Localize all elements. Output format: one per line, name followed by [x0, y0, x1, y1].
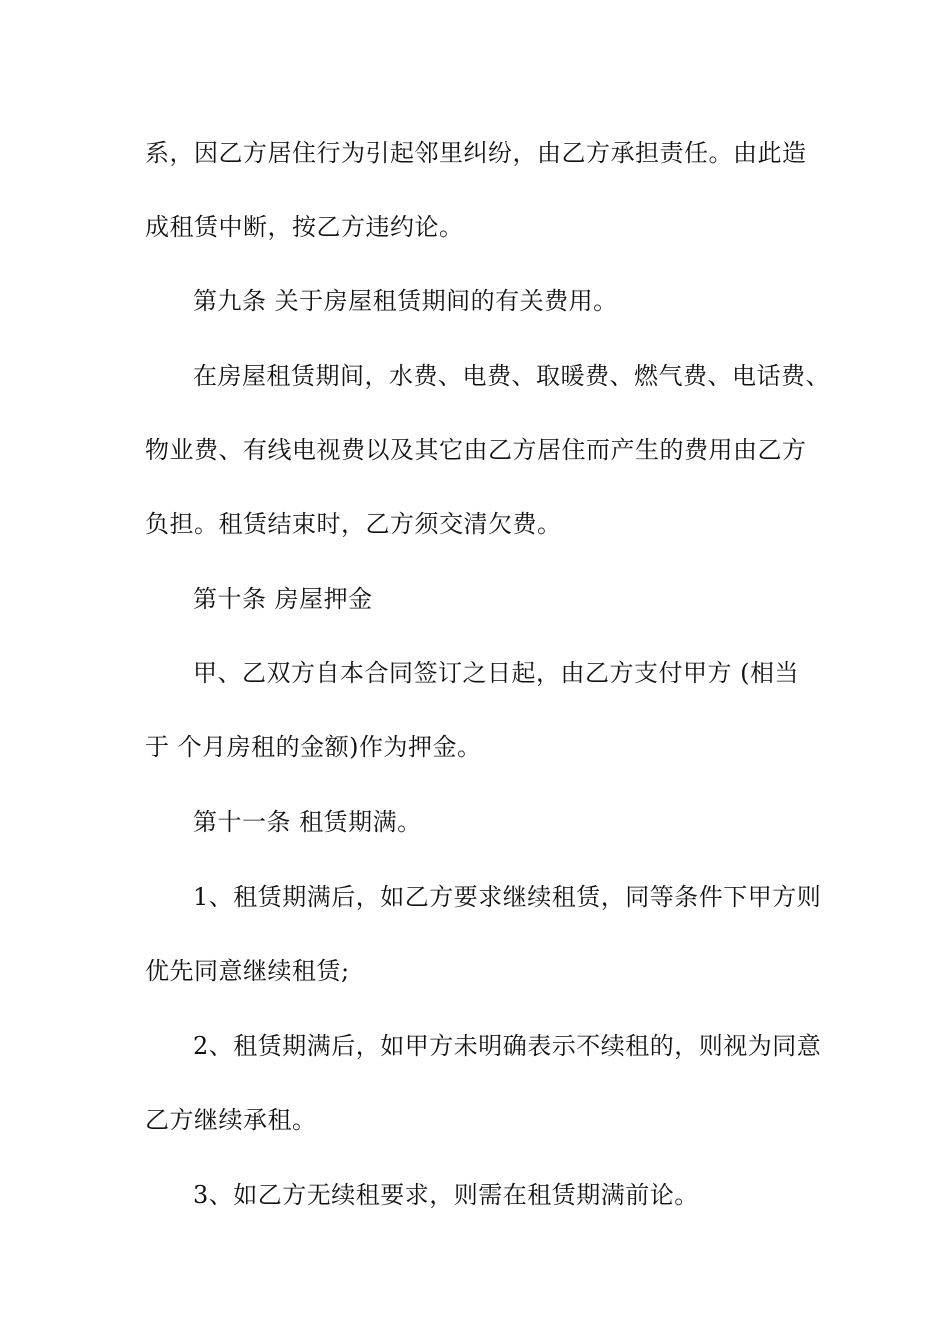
paragraph-line: 在房屋租赁期间，水费、电费、取暖费、燃气费、电话费、 — [193, 362, 830, 390]
section-heading-10: 第十条 房屋押金 — [193, 585, 373, 613]
paragraph-line: 系，因乙方居住行为引起邻里纠纷，由乙方承担责任。由此造 — [145, 139, 807, 167]
paragraph-line: 于 个月房租的金额)作为押金。 — [145, 733, 482, 761]
list-item-2: 2、租赁期满后，如甲方未明确表示不续租的，则视为同意 — [193, 1032, 822, 1060]
paragraph-line: 物业费、有线电视费以及其它由乙方居住而产生的费用由乙方 — [145, 436, 807, 464]
section-heading-11: 第十一条 租赁期满。 — [193, 808, 422, 836]
paragraph-line: 甲、乙双方自本合同签订之日起，由乙方支付甲方 (相当 — [193, 659, 799, 687]
section-heading-9: 第九条 关于房屋租赁期间的有关费用。 — [193, 287, 618, 315]
paragraph-line: 负担。租赁结束时，乙方须交清欠费。 — [145, 510, 562, 538]
list-item-1: 1、租赁期满后，如乙方要求继续租赁，同等条件下甲方则 — [193, 883, 822, 911]
list-item-3: 3、如乙方无续租要求，则需在租赁期满前论。 — [193, 1181, 699, 1209]
paragraph-line: 乙方继续承租。 — [145, 1106, 317, 1134]
paragraph-line: 成租赁中断，按乙方违约论。 — [145, 213, 464, 241]
paragraph-line: 优先同意继续租赁; — [145, 957, 350, 985]
